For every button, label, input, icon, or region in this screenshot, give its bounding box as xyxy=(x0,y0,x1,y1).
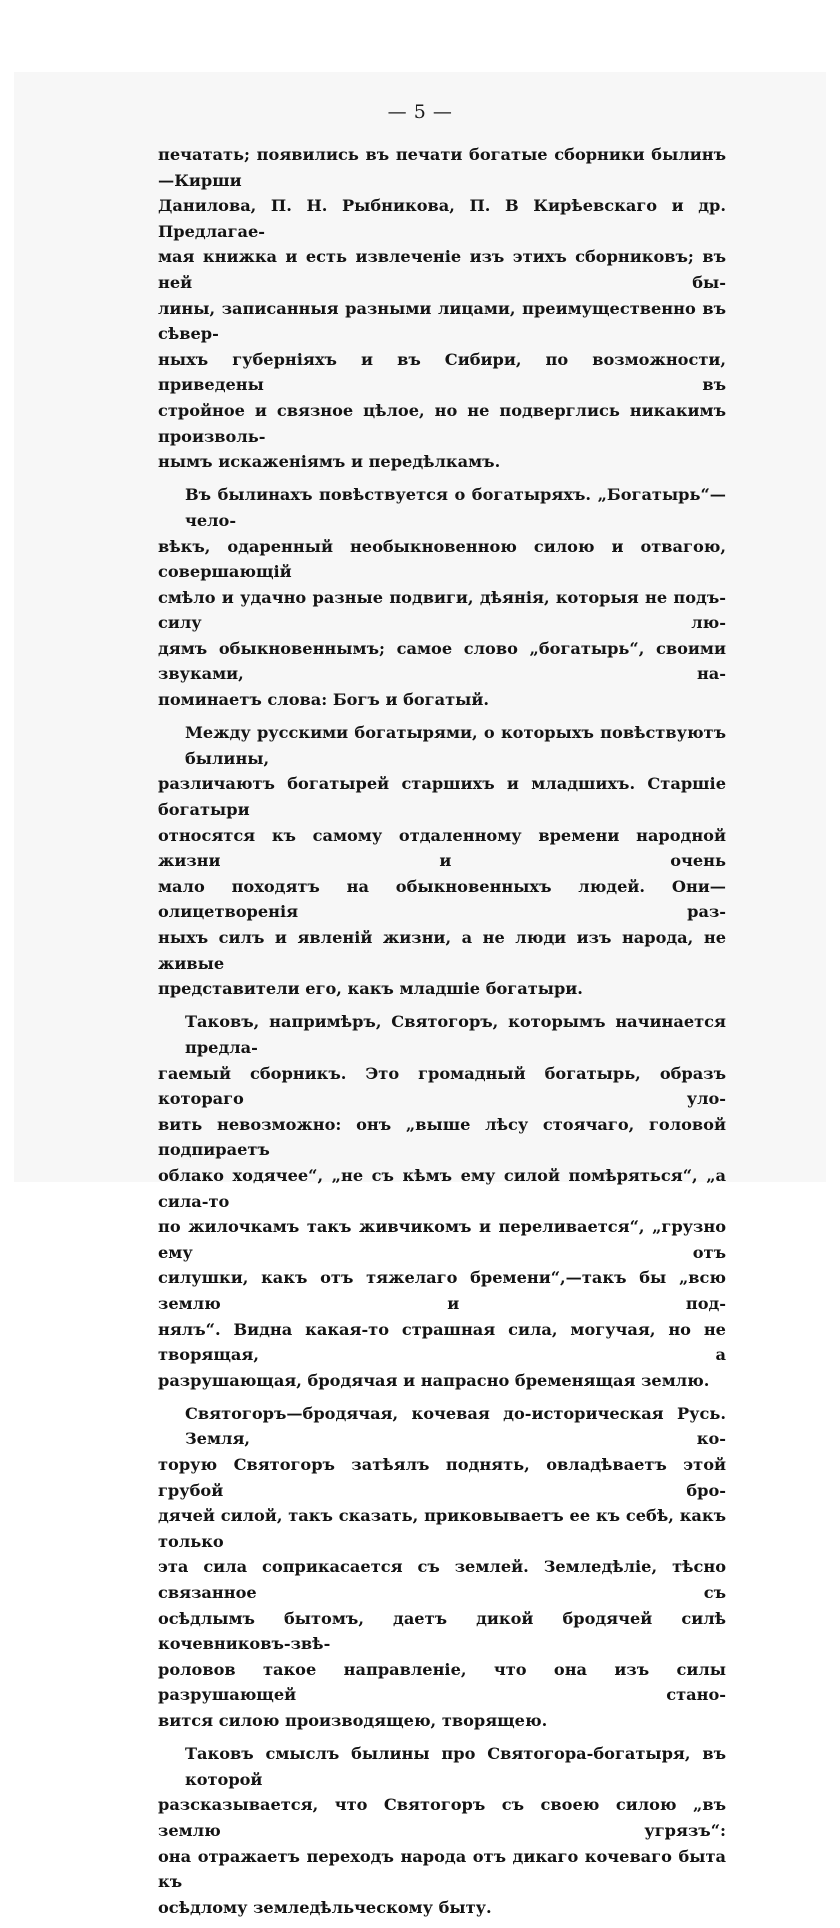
text-line: дячей силой, такъ сказать, приковываетъ ее къ себѣ, какъ только xyxy=(158,1506,726,1551)
paragraph-2 xyxy=(158,482,726,712)
text-line: Святогоръ—бродячая, кочевая до-историческая Русь. Земля, ко- xyxy=(185,1403,726,1449)
text-line: стройное и связное цѣлое, но не подверглись никакимъ произволь- xyxy=(158,400,726,446)
paragraph-3 xyxy=(158,720,726,1002)
text-line: Между русскими богатырями, о которыхъ повѣствуютъ былины, xyxy=(185,723,726,768)
text-line: поминаетъ слова: Богъ и богатый. xyxy=(158,690,489,710)
text-line: дямъ обыкновеннымъ; самое слово „богатырь“, своими звуками, на- xyxy=(158,638,726,684)
text-line: лины, записанныя разными лицами, преимущественно въ сѣвер- xyxy=(158,298,726,344)
paragraph-4 xyxy=(158,1009,726,1393)
text-line: вится силою производящею, творящею. xyxy=(158,1711,548,1730)
paragraph-6 xyxy=(158,1741,726,1920)
text-line: Таковъ смыслъ былины про Святогора-богатыря, въ которой xyxy=(185,1744,726,1789)
text-line: мая книжка и есть извлеченіе изъ этихъ сборниковъ; въ ней бы- xyxy=(158,247,726,292)
text-line: Въ былинахъ повѣствуется о богатыряхъ. „Богатырь“—чело- xyxy=(185,485,726,530)
text-line: торую Святогоръ затѣялъ поднять, овладѣваетъ этой грубой бро- xyxy=(158,1455,726,1500)
text-line: ныхъ губерніяхъ и въ Сибири, по возможности, приведены въ xyxy=(158,349,726,395)
text-line: вѣкъ, одаренный необыкновенною силою и отвагою, совершающій xyxy=(158,536,726,582)
body-text xyxy=(158,142,726,1928)
text-line: мало походятъ на обыкновенныхъ людей. Они—олицетворенія раз- xyxy=(158,876,726,922)
text-line: нымъ искаженіямъ и передѣлкамъ. xyxy=(158,452,501,472)
text-line: гаемый сборникъ. Это громадный богатырь, образъ котораго уло- xyxy=(158,1063,726,1109)
text-line: Таковъ, напримѣръ, Святогоръ, которымъ начинается предла- xyxy=(185,1012,726,1057)
text-line: вить невозможно: онъ „выше лѣсу стоячаго, головой подпираетъ xyxy=(158,1114,726,1160)
text-line: осѣдлому земледѣльческому быту. xyxy=(158,1897,492,1917)
paragraph-5 xyxy=(158,1401,726,1734)
paragraph-1 xyxy=(158,142,726,475)
text-line: печатать; появились въ печати богатые сборники былинъ—Кирши xyxy=(158,145,726,190)
page-number: — 5 — xyxy=(387,101,453,123)
text-line: представители его, какъ младшіе богатыри. xyxy=(158,979,583,999)
text-line: роловов такое направленіе, что она изъ силы разрушающей стано- xyxy=(158,1659,726,1705)
text-line: разрушающая, бродячая и напрасно бременящая землю. xyxy=(158,1370,710,1390)
text-line: осѣдлымъ бытомъ, даетъ дикой бродячей силѣ кочевниковъ-звѣ- xyxy=(158,1608,726,1654)
text-line: разсказывается, что Святогоръ съ своею силою „въ землю угрязъ“: xyxy=(158,1795,726,1840)
text-line: нялъ“. Видна какая-то страшная сила, могучая, но не творящая, а xyxy=(158,1319,726,1365)
text-line: различаютъ богатырей старшихъ и младшихъ. Старшіе богатыри xyxy=(158,774,726,820)
text-line: она отражаетъ переходъ народа отъ дикаго кочеваго быта къ xyxy=(158,1846,726,1892)
text-line: относятся къ самому отдаленному времени народной жизни и очень xyxy=(158,825,726,871)
text-line: силушки, какъ отъ тяжелаго бремени“,—такъ бы „всю землю и под- xyxy=(158,1268,726,1313)
text-line: смѣло и удачно разные подвиги, дѣянія, которыя не подъ-силу лю- xyxy=(158,587,726,633)
text-line: ныхъ силъ и явленій жизни, а не люди изъ народа, не живые xyxy=(158,928,726,973)
text-line: облако ходячее“, „не съ кѣмъ ему силой помѣряться“, „а сила-то xyxy=(158,1165,726,1211)
text-line: эта сила соприкасается съ землей. Земледѣліе, тѣсно связанное съ xyxy=(158,1557,726,1603)
text-line: по жилочкамъ такъ живчикомъ и переливается“, „грузно ему отъ xyxy=(158,1217,726,1262)
text-line: Данилова, П. Н. Рыбникова, П. В Кирѣевскаго и др. Предлагае- xyxy=(158,196,726,241)
